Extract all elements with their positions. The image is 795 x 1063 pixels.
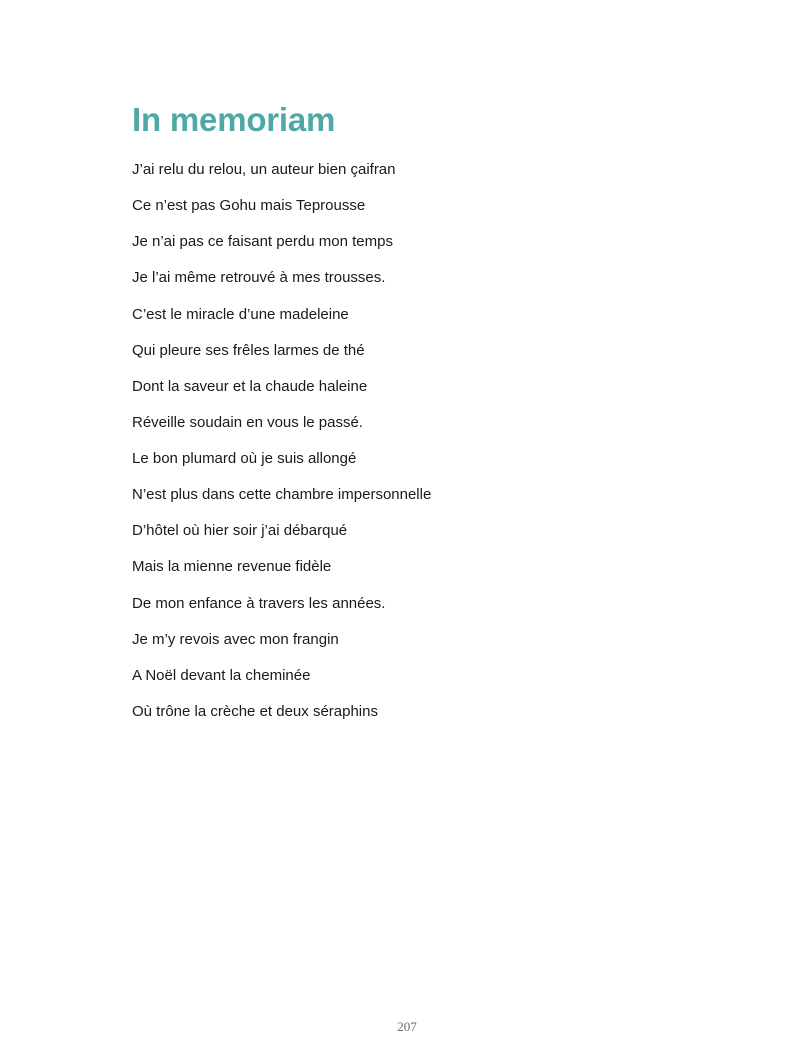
poem-line: Je m’y revois avec mon frangin bbox=[132, 630, 339, 648]
poem-line: Réveille soudain en vous le passé. bbox=[132, 413, 363, 431]
page-number: 207 bbox=[397, 1019, 417, 1034]
poem-body bbox=[132, 158, 431, 736]
poem-line: Le bon plumard où je suis allongé bbox=[132, 450, 357, 467]
poem-line: De mon enfance à travers les années. bbox=[132, 594, 386, 612]
poem-line: Mais la mienne revenue fidèle bbox=[132, 558, 332, 576]
poem-line: C’est le miracle d’une madeleine bbox=[132, 305, 349, 323]
poem-line: D’hôtel où hier soir j’ai débarqué bbox=[132, 522, 348, 540]
poem-line: Dont la saveur et la chaude haleine bbox=[132, 377, 368, 395]
poem-title: In memoriam bbox=[132, 101, 336, 138]
poem-line: Je n’ai pas ce faisant perdu mon temps bbox=[132, 233, 393, 251]
poem-line: Ce n’est pas Gohu mais Teprousse bbox=[132, 197, 366, 215]
poem-line: A Noël devant la cheminée bbox=[132, 666, 311, 684]
poem-line: Qui pleure ses frêles larmes de thé bbox=[132, 341, 365, 359]
poem-line: Où trône la crèche et deux séraphins bbox=[132, 702, 378, 720]
poem-line: N’est plus dans cette chambre impersonnelle bbox=[132, 486, 432, 504]
poem-line: Je l’ai même retrouvé à mes trousses. bbox=[132, 269, 386, 287]
poem-line: J’ai relu du relou, un auteur bien çaifran bbox=[132, 161, 396, 178]
